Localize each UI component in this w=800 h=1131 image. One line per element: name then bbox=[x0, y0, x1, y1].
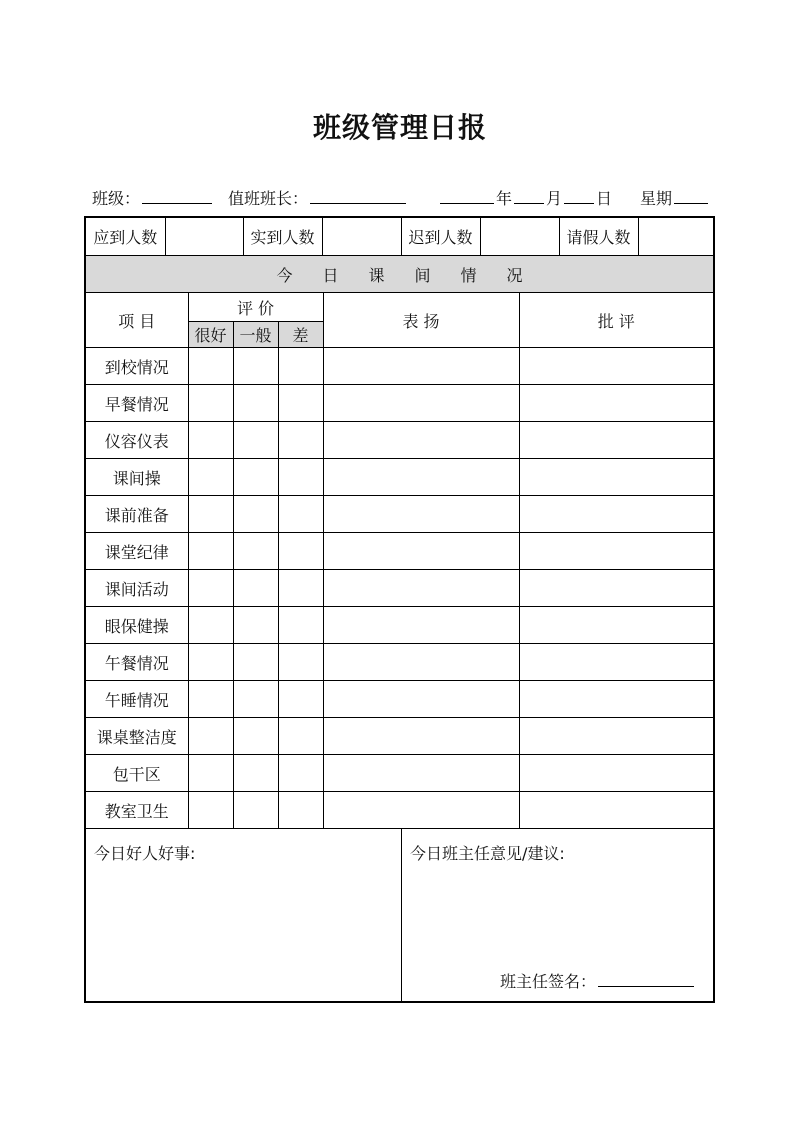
very-good-cell[interactable] bbox=[188, 459, 233, 496]
average-cell[interactable] bbox=[233, 570, 278, 607]
very-good-cell[interactable] bbox=[188, 385, 233, 422]
item-label: 课前准备 bbox=[86, 496, 188, 533]
average-cell[interactable] bbox=[233, 607, 278, 644]
average-cell[interactable] bbox=[233, 496, 278, 533]
item-rows bbox=[86, 348, 713, 829]
day-blank[interactable] bbox=[564, 189, 594, 204]
item-label: 包干区 bbox=[86, 755, 188, 792]
praise-cell[interactable] bbox=[323, 718, 519, 755]
praise-cell[interactable] bbox=[323, 607, 519, 644]
signature-blank[interactable] bbox=[598, 972, 694, 987]
year-label: 年 bbox=[496, 189, 513, 208]
praise-cell[interactable] bbox=[323, 496, 519, 533]
average-cell[interactable] bbox=[233, 644, 278, 681]
criticism-cell[interactable] bbox=[519, 496, 713, 533]
poor-cell[interactable] bbox=[278, 570, 323, 607]
rating-header: 评 价 bbox=[188, 293, 323, 322]
attendance-row bbox=[86, 218, 713, 256]
monitor-field[interactable] bbox=[228, 186, 408, 209]
criticism-cell[interactable] bbox=[519, 533, 713, 570]
bottom-section bbox=[86, 828, 713, 1002]
poor-cell[interactable] bbox=[278, 607, 323, 644]
table-row bbox=[86, 644, 713, 681]
criticism-cell[interactable] bbox=[519, 385, 713, 422]
table-row bbox=[86, 681, 713, 718]
poor-cell[interactable] bbox=[278, 459, 323, 496]
header-row-1 bbox=[86, 293, 713, 322]
average-cell[interactable] bbox=[233, 422, 278, 459]
table-row bbox=[86, 348, 713, 385]
month-blank[interactable] bbox=[514, 189, 544, 204]
poor-cell[interactable] bbox=[278, 496, 323, 533]
very-good-cell[interactable] bbox=[188, 681, 233, 718]
item-label: 眼保健操 bbox=[86, 607, 188, 644]
praise-cell[interactable] bbox=[323, 681, 519, 718]
actual-value-cell[interactable] bbox=[322, 218, 401, 255]
good-deeds-box[interactable] bbox=[86, 829, 402, 1002]
signature-field[interactable] bbox=[500, 969, 696, 992]
average-cell[interactable] bbox=[233, 718, 278, 755]
class-field[interactable] bbox=[92, 186, 214, 209]
poor-cell[interactable] bbox=[278, 681, 323, 718]
average-header: 一般 bbox=[233, 322, 278, 348]
very-good-cell[interactable] bbox=[188, 422, 233, 459]
praise-cell[interactable] bbox=[323, 792, 519, 829]
item-label: 仪容仪表 bbox=[86, 422, 188, 459]
weekday-field[interactable] bbox=[640, 186, 710, 209]
very-good-cell[interactable] bbox=[188, 792, 233, 829]
criticism-cell[interactable] bbox=[519, 459, 713, 496]
criticism-cell[interactable] bbox=[519, 755, 713, 792]
class-label: 班级： bbox=[92, 189, 141, 208]
criticism-cell[interactable] bbox=[519, 718, 713, 755]
table-row bbox=[86, 718, 713, 755]
praise-header: 表 扬 bbox=[323, 293, 519, 348]
praise-cell[interactable] bbox=[323, 385, 519, 422]
table-row bbox=[86, 570, 713, 607]
very-good-cell[interactable] bbox=[188, 533, 233, 570]
report-table bbox=[86, 218, 713, 829]
item-label: 课间活动 bbox=[86, 570, 188, 607]
very-good-cell[interactable] bbox=[188, 348, 233, 385]
criticism-cell[interactable] bbox=[519, 644, 713, 681]
section-title: 今日课间情况 bbox=[276, 265, 553, 285]
criticism-header: 批 评 bbox=[519, 293, 713, 348]
praise-cell[interactable] bbox=[323, 459, 519, 496]
very-good-cell[interactable] bbox=[188, 496, 233, 533]
class-blank[interactable] bbox=[142, 189, 212, 204]
table-row bbox=[86, 496, 713, 533]
item-header: 项 目 bbox=[86, 293, 188, 348]
praise-cell[interactable] bbox=[323, 422, 519, 459]
praise-cell[interactable] bbox=[323, 348, 519, 385]
good-deeds-label: 今日好人好事: bbox=[94, 844, 196, 863]
leave-label: 请假人数 bbox=[559, 218, 638, 255]
poor-header: 差 bbox=[278, 322, 323, 348]
weekday-label: 星期 bbox=[640, 189, 673, 208]
weekday-blank[interactable] bbox=[674, 189, 708, 204]
criticism-cell[interactable] bbox=[519, 348, 713, 385]
day-label: 日 bbox=[596, 189, 613, 208]
very-good-cell[interactable] bbox=[188, 570, 233, 607]
poor-cell[interactable] bbox=[278, 792, 323, 829]
praise-cell[interactable] bbox=[323, 533, 519, 570]
praise-cell[interactable] bbox=[323, 755, 519, 792]
very-good-cell[interactable] bbox=[188, 755, 233, 792]
very-good-cell[interactable] bbox=[188, 607, 233, 644]
table-row bbox=[86, 533, 713, 570]
date-field[interactable] bbox=[438, 186, 612, 209]
item-label: 课桌整洁度 bbox=[86, 718, 188, 755]
table-row bbox=[86, 607, 713, 644]
signature-label: 班主任签名： bbox=[499, 972, 596, 991]
criticism-cell[interactable] bbox=[519, 681, 713, 718]
criticism-cell[interactable] bbox=[519, 422, 713, 459]
monitor-label: 值班班长： bbox=[228, 189, 309, 208]
teacher-opinion-box[interactable] bbox=[402, 829, 713, 1002]
item-label: 早餐情况 bbox=[86, 385, 188, 422]
actual-label: 实到人数 bbox=[243, 218, 322, 255]
average-cell[interactable] bbox=[233, 385, 278, 422]
average-cell[interactable] bbox=[233, 681, 278, 718]
praise-cell[interactable] bbox=[323, 644, 519, 681]
late-label: 迟到人数 bbox=[401, 218, 480, 255]
teacher-opinion-label: 今日班主任意见/建议: bbox=[410, 844, 565, 863]
poor-cell[interactable] bbox=[278, 533, 323, 570]
month-label: 月 bbox=[546, 189, 563, 208]
report-sheet bbox=[84, 216, 715, 1003]
year-blank[interactable] bbox=[440, 189, 494, 204]
average-cell[interactable] bbox=[233, 459, 278, 496]
poor-cell[interactable] bbox=[278, 385, 323, 422]
item-label: 午餐情况 bbox=[86, 644, 188, 681]
poor-cell[interactable] bbox=[278, 644, 323, 681]
table-row bbox=[86, 422, 713, 459]
item-label: 课堂纪律 bbox=[86, 533, 188, 570]
very-good-cell[interactable] bbox=[188, 718, 233, 755]
poor-cell[interactable] bbox=[278, 718, 323, 755]
average-cell[interactable] bbox=[233, 792, 278, 829]
expected-label: 应到人数 bbox=[86, 218, 165, 255]
table-row bbox=[86, 385, 713, 422]
expected-value-cell[interactable] bbox=[165, 218, 243, 255]
late-value-cell[interactable] bbox=[480, 218, 559, 255]
item-label: 午睡情况 bbox=[86, 681, 188, 718]
poor-cell[interactable] bbox=[278, 755, 323, 792]
monitor-blank[interactable] bbox=[310, 189, 406, 204]
average-cell[interactable] bbox=[233, 755, 278, 792]
item-label: 教室卫生 bbox=[86, 792, 188, 829]
item-label: 课间操 bbox=[86, 459, 188, 496]
table-row bbox=[86, 792, 713, 829]
item-label: 到校情况 bbox=[86, 348, 188, 385]
table-row bbox=[86, 459, 713, 496]
attendance-table bbox=[86, 218, 713, 255]
criticism-cell[interactable] bbox=[519, 792, 713, 829]
praise-cell[interactable] bbox=[323, 570, 519, 607]
very-good-header: 很好 bbox=[188, 322, 233, 348]
criticism-cell[interactable] bbox=[519, 570, 713, 607]
criticism-cell[interactable] bbox=[519, 607, 713, 644]
average-cell[interactable] bbox=[233, 533, 278, 570]
leave-value-cell[interactable] bbox=[638, 218, 713, 255]
poor-cell[interactable] bbox=[278, 348, 323, 385]
page-title: 班级管理日报 bbox=[312, 111, 487, 144]
very-good-cell[interactable] bbox=[188, 644, 233, 681]
poor-cell[interactable] bbox=[278, 422, 323, 459]
average-cell[interactable] bbox=[233, 348, 278, 385]
section-title-row bbox=[86, 256, 713, 293]
table-row bbox=[86, 755, 713, 792]
